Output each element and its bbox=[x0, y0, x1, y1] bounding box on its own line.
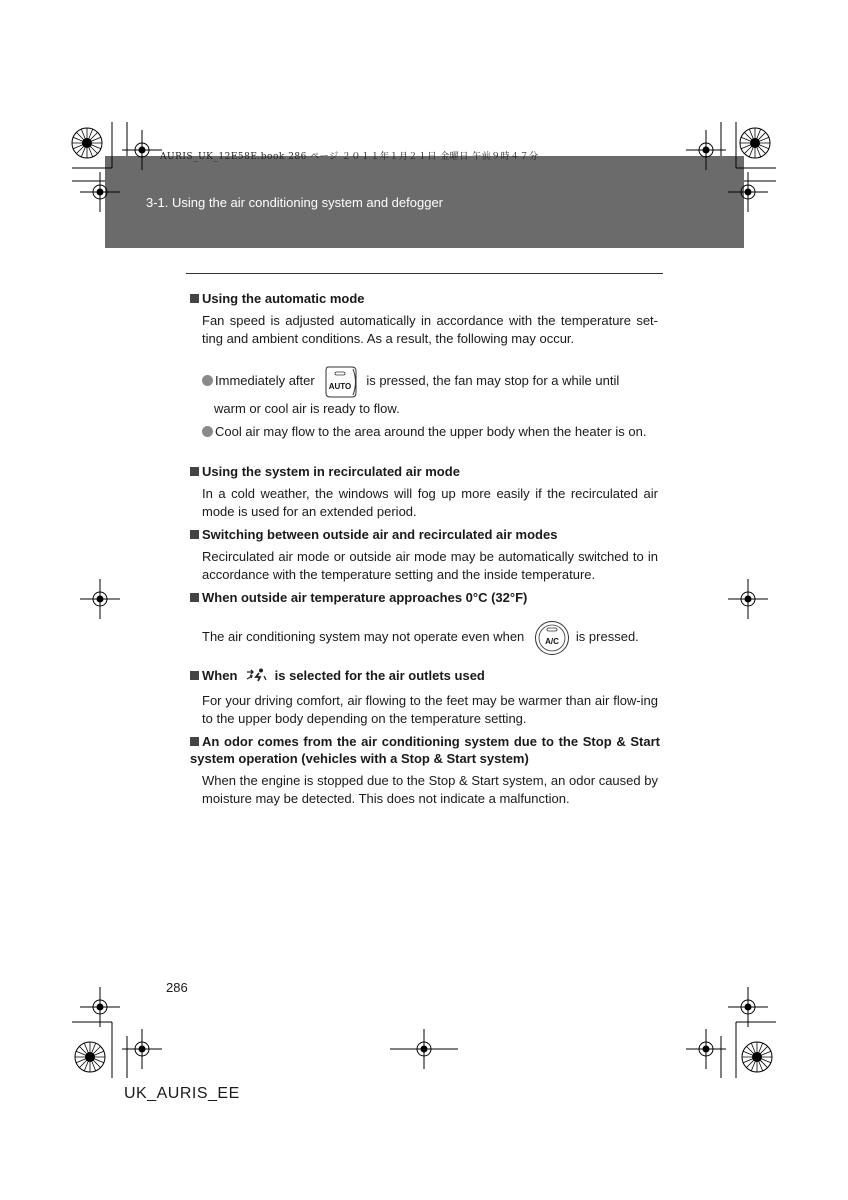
bullet-immediately-after-cont: warm or cool air is ready to flow. bbox=[214, 401, 400, 416]
paragraph-feet-face-outlets: For your driving comfort, air flowing to the feet may be warmer than air flow-ing to the upper body depending on the temperature setting. bbox=[202, 693, 658, 726]
heading-outside-temperature: When outside air temperature approaches 0°C (32°F) bbox=[190, 589, 660, 606]
svg-text:A/C: A/C bbox=[545, 636, 559, 646]
heading-automatic-mode: Using the automatic mode bbox=[190, 290, 660, 307]
bullet-cool-air: Cool air may flow to the area around the upper body when the heater is on. bbox=[202, 423, 658, 441]
heading-recirculated-mode: Using the system in recirculated air mode bbox=[190, 463, 660, 480]
section-title: 3-1. Using the air conditioning system and defogger bbox=[146, 195, 444, 210]
svg-text:AUTO: AUTO bbox=[329, 381, 352, 391]
bullet-immediately-after: Immediately after AUTO is pressed, the fan may stop for a while until bbox=[202, 364, 658, 399]
heading-feet-face-outlets: When is selected for the air outlets used bbox=[190, 667, 660, 684]
heading-stop-start-odor: An odor comes from the air conditioning system due to the Stop & Start system operation (vehicles with a Stop & Start system) bbox=[190, 734, 660, 766]
print-meta: AURIS_UK_12E58E.book 286 ページ ２０１１年１月２１日 金曜日 午前９時４７分 bbox=[160, 152, 539, 162]
page-number: 286 bbox=[166, 980, 188, 995]
heading-switching-air-modes: Switching between outside air and recirculated air modes bbox=[190, 526, 660, 543]
paragraph-outside-temperature: The air conditioning system may not operate even when A/C is pressed. bbox=[202, 618, 658, 656]
paragraph-switching-air-modes: Recirculated air mode or outside air mode may be automatically switched to in accordance with the temperature setting and the inside temperature. bbox=[202, 549, 658, 582]
paragraph-stop-start-odor: When the engine is stopped due to the Stop & Start system, an odor caused by moisture may be detected. This does not indicate a malfunction. bbox=[202, 773, 658, 806]
paragraph-automatic-mode: Fan speed is adjusted automatically in accordance with the temperature set-ting and ambient conditions. As a result, the following may occur. bbox=[202, 313, 658, 346]
document-code: UK_AURIS_EE bbox=[124, 1085, 240, 1102]
paragraph-recirculated-mode: In a cold weather, the windows will fog up more easily if the recirculated air mode is used for an extended period. bbox=[202, 486, 658, 519]
